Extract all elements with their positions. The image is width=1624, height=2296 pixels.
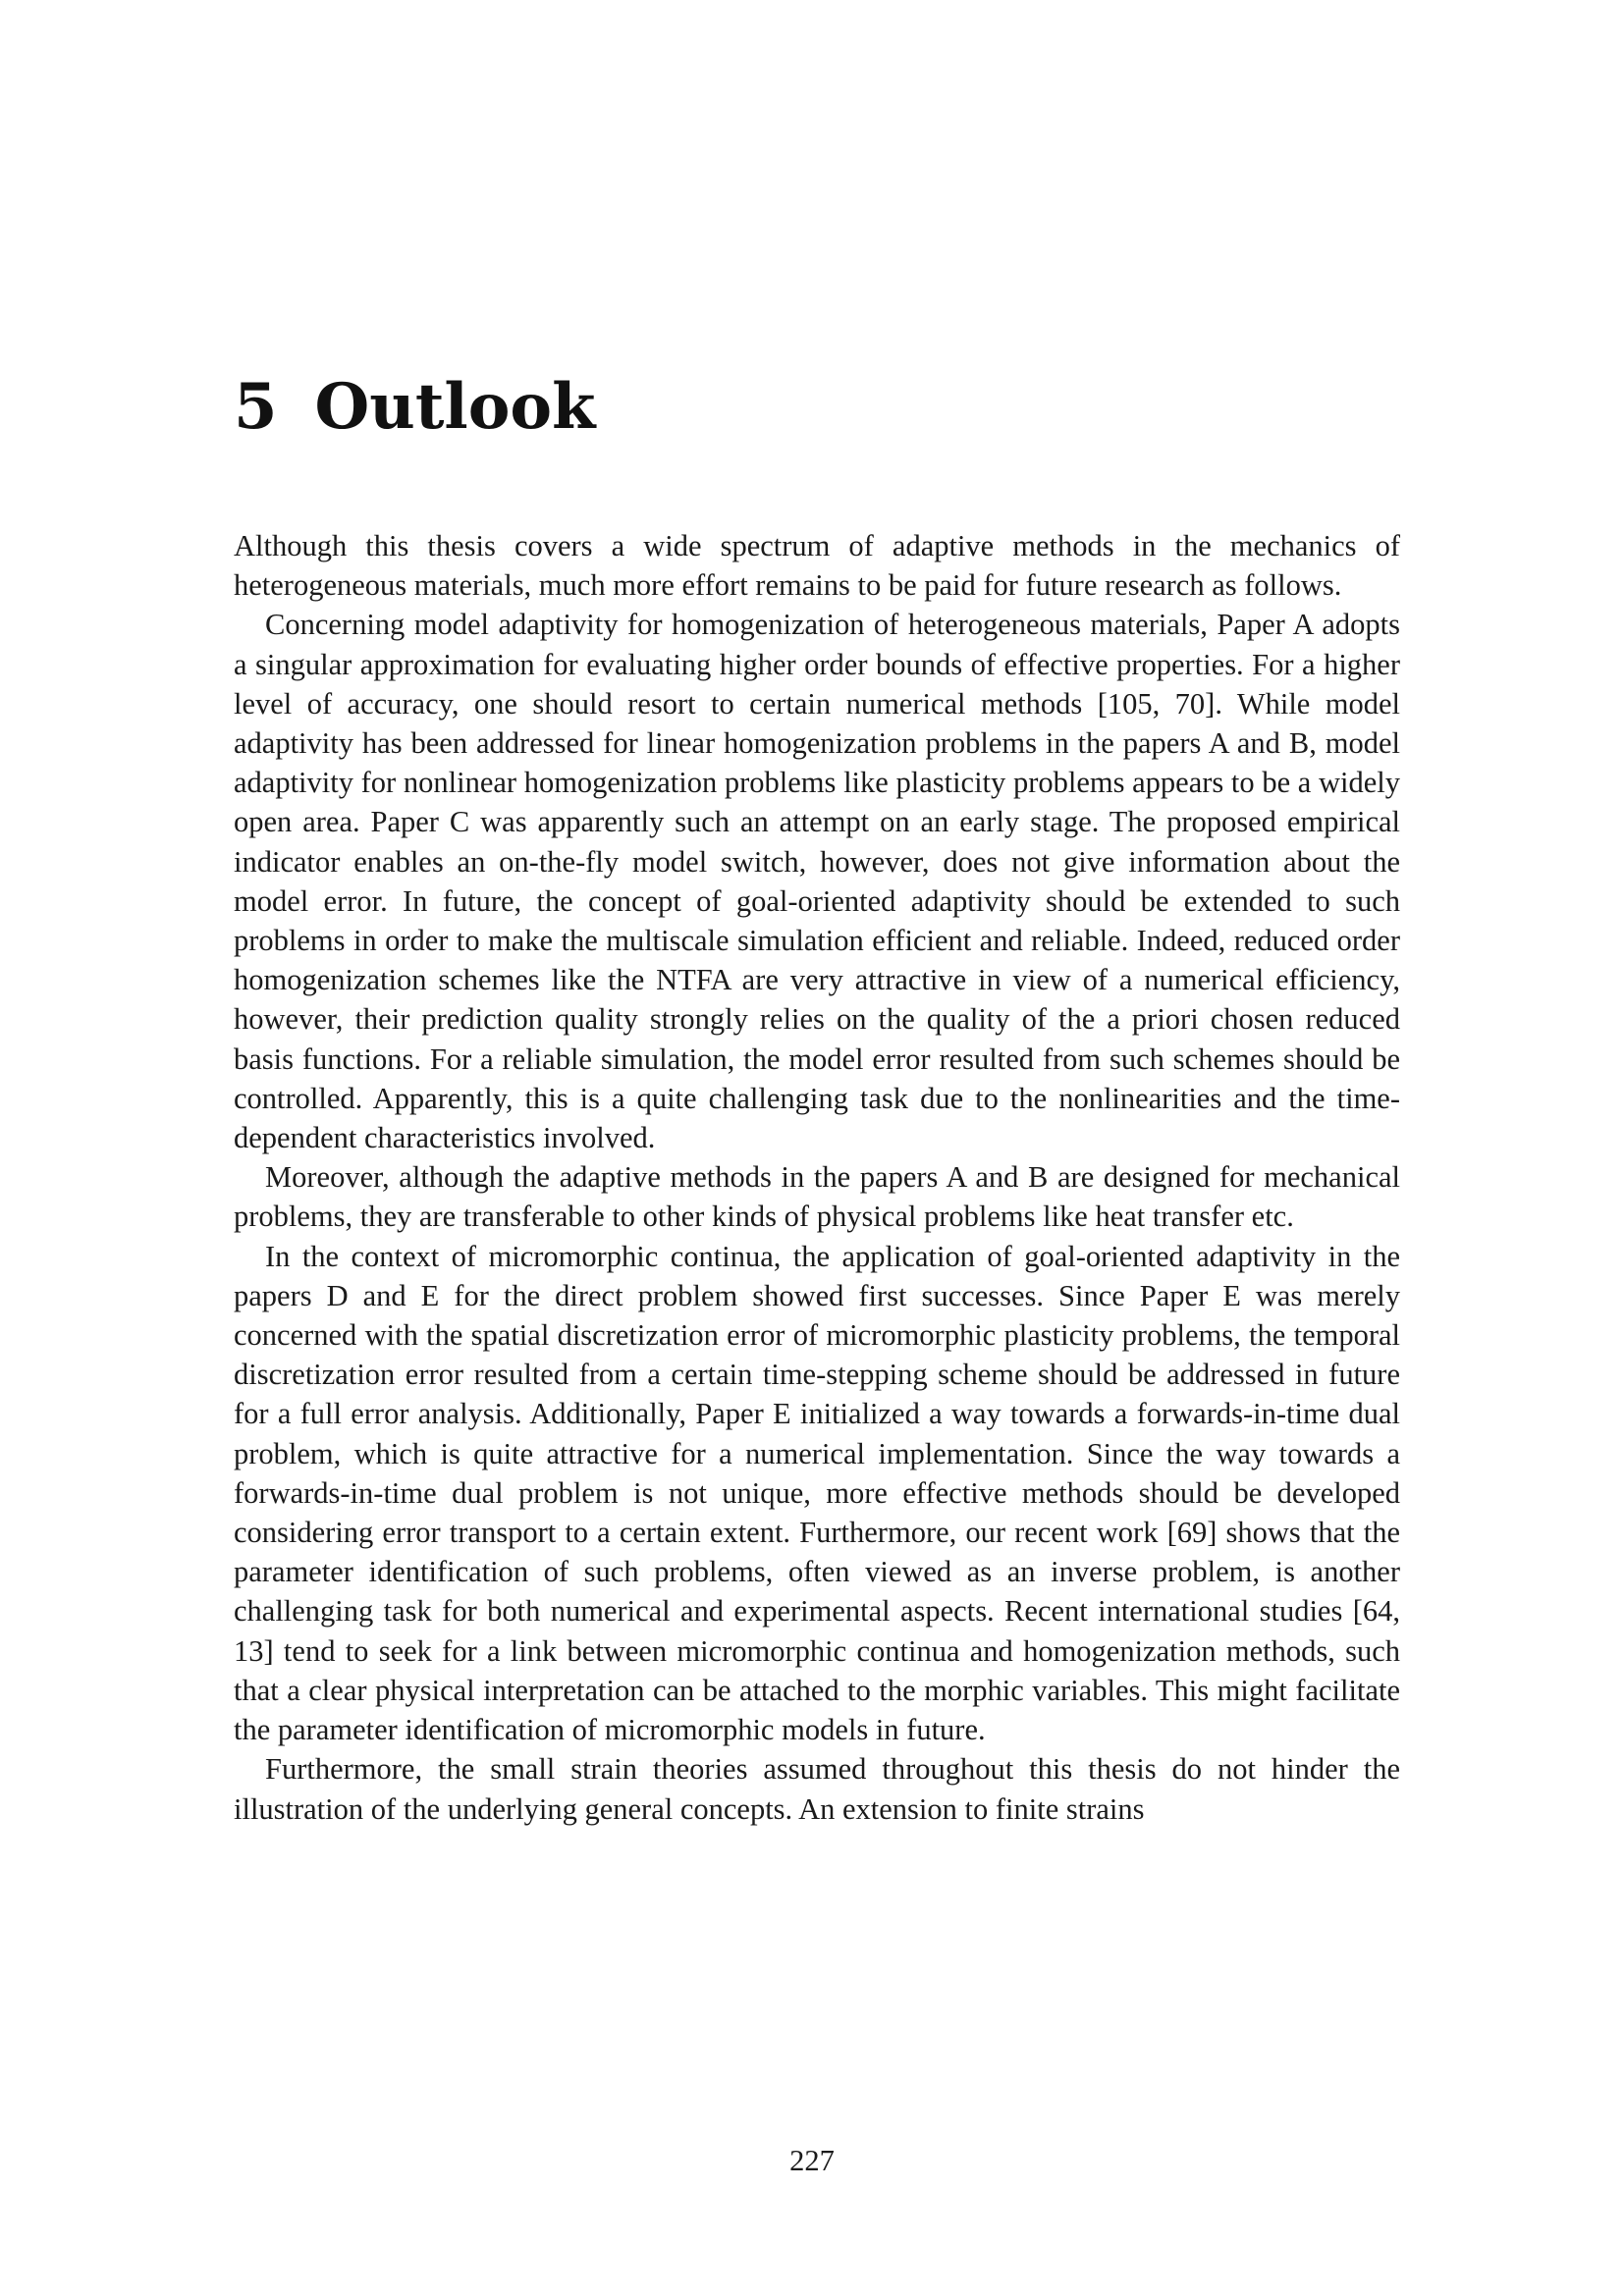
paragraph-micromorphic-continua: In the context of micromorphic continua, the application of goal-oriented adaptivity in the papers D and E for the direct problem showed first successes. Since Paper E was merely concerned with the spatial discretization error of micromorphic plasticity problems, the temporal discretization error resulted from a certain time-stepping scheme should be addressed in future for a full error analysis. Additionally, Paper E initialized a way towards a forwards-in-time dual problem, which is quite attractive for a numerical implementation. Since the way towards a forwards-in-time dual problem is not unique, more effective methods should be developed considering error transport to a certain extent. Furthermore, our recent work [69] shows that the parameter identification of such problems, often viewed as an inverse problem, is another challenging task for both numerical and experimental aspects. Recent international studies [64, 13] tend to seek for a link between micromorphic continua and homogenization methods, such that a clear physical interpretation can be attached to the morphic variables. This might facilitate the parameter identification of micromorphic models in future. bbox=[234, 1239, 1400, 1747]
chapter-title: Outlook bbox=[314, 370, 596, 444]
paragraph-intro: Although this thesis covers a wide spectrum of adaptive methods in the mechanics of heterogeneous materials, much more effort remains to be paid for future research as follows. bbox=[234, 529, 1400, 603]
paragraph-transferability: Moreover, although the adaptive methods in the papers A and B are designed for mechanical problems, they are transferable to other kinds of physical problems like heat transfer etc. bbox=[234, 1160, 1400, 1234]
paragraph-model-adaptivity: Concerning model adaptivity for homogenization of heterogeneous materials, Paper A adopts a singular approximation for evaluating higher order bounds of effective properties. For a higher level of accuracy, one should resort to certain numerical methods [105, 70]. While model adaptivity has been addressed for linear homogenization problems in the papers A and B, model adaptivity for nonlinear homogenization problems like plasticity problems appears to be a widely open area. Paper C was apparently such an attempt on an early stage. The proposed empirical indicator enables an on-the-fly model switch, however, does not give information about the model error. In future, the concept of goal-oriented adaptivity should be extended to such problems in order to make the multiscale simulation efficient and reliable. Indeed, reduced order homogenization schemes like the NTFA are very attractive in view of a numerical efficiency, however, their prediction quality strongly relies on the quality of the a priori chosen reduced basis functions. For a reliable simulation, the model error resulted from such schemes should be controlled. Apparently, this is a quite challenging task due to the nonlinearities and the time-dependent characteristics involved. bbox=[234, 608, 1400, 1155]
body-text bbox=[234, 526, 1400, 1829]
chapter-heading bbox=[234, 370, 596, 444]
paragraph-finite-strains: Furthermore, the small strain theories assumed throughout this thesis do not hinder the illustration of the underlying general concepts. An extension to finite strains bbox=[234, 1752, 1400, 1826]
chapter-number: 5 bbox=[234, 370, 278, 444]
page-number: 227 bbox=[789, 2144, 835, 2177]
